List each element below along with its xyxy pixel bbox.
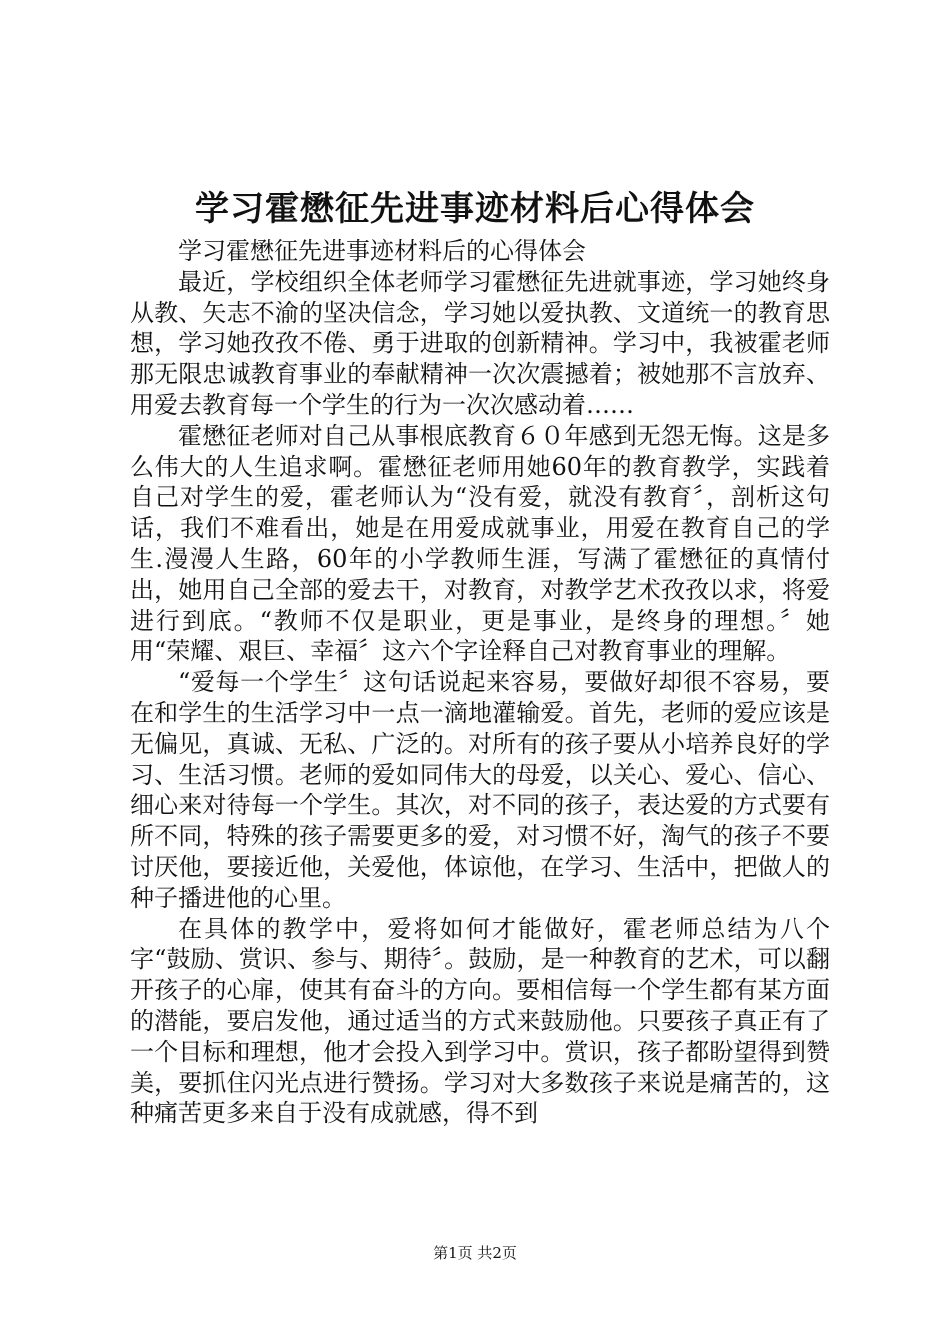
body-paragraph: 霍懋征老师对自己从事根底教育６０年感到无怨无悔。这是多么伟大的人生追求啊。霍懋征老师用她60年的教育教学，实践着自己对学生的爱，霍老师认为“没有爱，就没有教育〞，剖析这句话，我们不难看出，她是在用爱成就事业，用爱在教育自己的学生.漫漫人生路，60年的小学教师生涯，写满了霍懋征的真情付出，她用自己全部的爱去干，对教育，对教学艺术孜孜以求，将爱进行到底。“教师不仅是职业，更是事业，是终身的理想。〞她用“荣耀、艰巨、幸福〞这六个字诠释自己对教育事业的理解。 — [130, 421, 830, 666]
subtitle-paragraph: 学习霍懋征先进事迹材料后的心得体会 — [178, 237, 586, 265]
page-number-footer: 第1页 共2页 — [433, 1244, 517, 1262]
body-paragraph: “爱每一个学生〞这句话说起来容易，要做好却很不容易，要在和学生的生活学习中一点一滴地灌输爱。首先，老师的爱应该是无偏见，真诚、无私、广泛的。对所有的孩子要从小培养良好的学习、生活习惯。老师的爱如同伟大的母爱，以关心、爱心、信心、细心来对待每一个学生。其次，对不同的孩子，表达爱的方式要有所不同，特殊的孩子需要更多的爱，对习惯不好，淘气的孩子不要讨厌他，要接近他，关爱他，体谅他，在学习、生活中，把做人的种子播进他的心里。 — [130, 668, 830, 912]
body-paragraph: 在具体的教学中，爱将如何才能做好，霍老师总结为八个字“鼓励、赏识、参与、期待〞。鼓励，是一种教育的艺术，可以翻开孩子的心扉，使其有奋斗的方向。要相信每一个学生都有某方面的潜能，要启发他，通过适当的方式来鼓励他。只要孩子真正有了一个目标和理想，他才会投入到学习中。赏识，孩子都盼望得到赞美，要抓住闪光点进行赞扬。学习对大多数孩子来说是痛苦的，这种痛苦更多来自于没有成就感，得不到 — [130, 914, 830, 1128]
document-body — [130, 236, 830, 1129]
document-title: 学习霍懋征先进事迹材料后心得体会 — [195, 189, 755, 229]
body-paragraph: 最近，学校组织全体老师学习霍懋征先进就事迹，学习她终身从教、矢志不渝的坚决信念，学习她以爱执教、文道统一的教育思想，学习她孜孜不倦、勇于进取的创新精神。学习中，我被霍老师那无限忠诚教育事业的奉献精神一次次震撼着；被她那不言放弃、用爱去教育每一个学生的行为一次次感动着…… — [130, 267, 830, 419]
